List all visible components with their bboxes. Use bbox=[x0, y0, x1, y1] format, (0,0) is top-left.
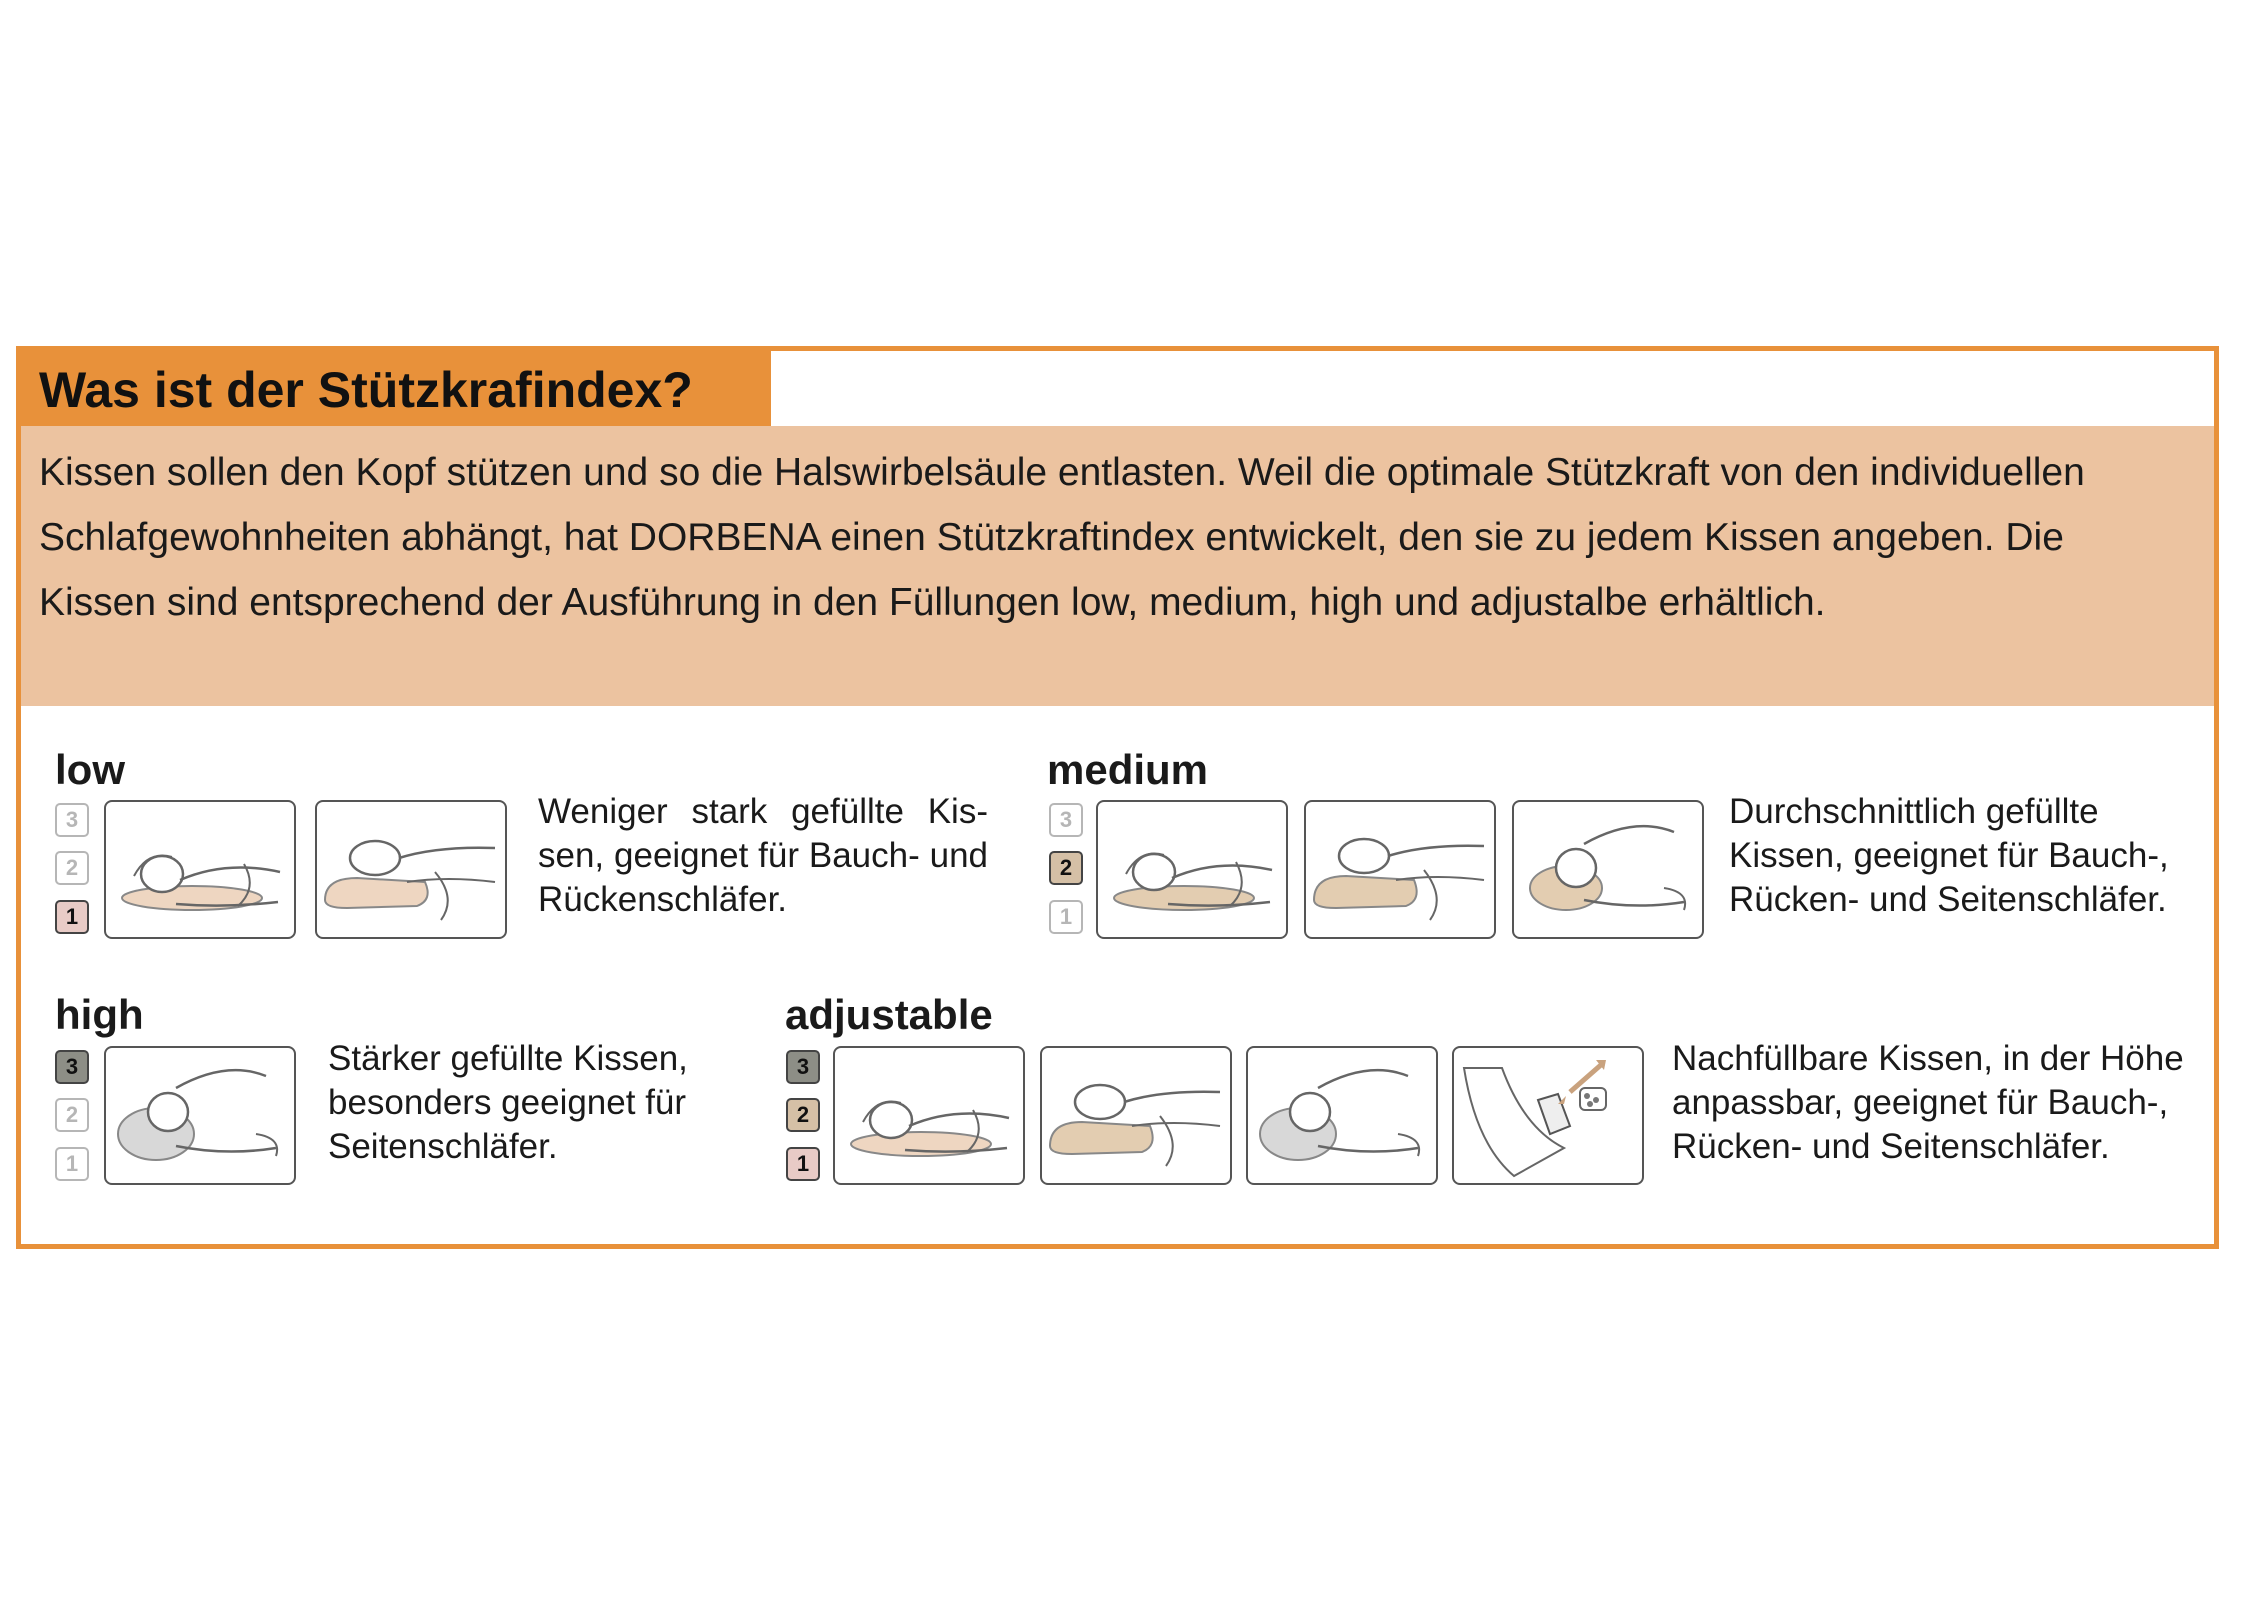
info-box bbox=[16, 346, 2219, 1249]
heading-adjustable: adjustable bbox=[785, 991, 993, 1038]
stomach-sleeper-icon bbox=[104, 800, 296, 939]
page-title: Was ist der Stützkrafindex? bbox=[39, 362, 693, 418]
stomach-sleeper-icon bbox=[833, 1046, 1025, 1185]
scale-level-1: 1 bbox=[55, 1147, 89, 1181]
heading-high: high bbox=[55, 991, 144, 1038]
intro-panel bbox=[21, 426, 2214, 706]
heading-low: low bbox=[55, 746, 125, 793]
side-sleeper-icon bbox=[1246, 1046, 1438, 1185]
back-sleeper-icon bbox=[315, 800, 507, 939]
scale-level-1-active: 1 bbox=[786, 1147, 820, 1181]
title-bar bbox=[21, 351, 771, 426]
description-adjustable: Nachfüllbare Kissen, in der Höhe anpassbar, geeignet für Bauch-, Rücken- und Seitenschläfer. bbox=[1672, 1039, 2184, 1166]
side-sleeper-icon bbox=[1512, 800, 1704, 939]
scale-level-3-active: 3 bbox=[786, 1050, 820, 1084]
scale-level-3-active: 3 bbox=[55, 1050, 89, 1084]
scale-level-1: 1 bbox=[1049, 900, 1083, 934]
side-sleeper-icon bbox=[104, 1046, 296, 1185]
scale-level-2-active: 2 bbox=[1049, 851, 1083, 885]
description-high: Stärker gefüllte Kissen, besonders geeignet für Seitenschläfer. bbox=[328, 1039, 688, 1166]
description-low: Weniger stark gefüllte Kis-sen, geeignet für Bauch- und Rückenschläfer. bbox=[538, 792, 988, 919]
scale-level-2: 2 bbox=[55, 1098, 89, 1132]
stomach-sleeper-icon bbox=[1096, 800, 1288, 939]
scale-level-1-active: 1 bbox=[55, 900, 89, 934]
intro-text: Kissen sollen den Kopf stützen und so die Halswirbelsäule entlasten. Weil die optimale Stützkraft von den individuellen Schlafgewohnheiten abhängt, hat DORBENA einen Stützkraftindex entwickelt, den sie zu jedem Kissen angeben. Die Kissen sind entsprechend der Ausführung in den Füllungen low, medium, high und adjustalbe erhältlich. bbox=[39, 451, 2085, 624]
scale-level-3: 3 bbox=[55, 803, 89, 837]
back-sleeper-icon bbox=[1040, 1046, 1232, 1185]
scale-level-2: 2 bbox=[55, 851, 89, 885]
scale-level-2-active: 2 bbox=[786, 1098, 820, 1132]
heading-medium: medium bbox=[1047, 746, 1209, 793]
scale-level-3: 3 bbox=[1049, 803, 1083, 837]
back-sleeper-icon bbox=[1304, 800, 1496, 939]
refill-pillow-icon bbox=[1452, 1046, 1644, 1185]
description-medium: Durchschnittlich gefüllte Kissen, geeignet für Bauch-, Rücken- und Seitenschläfer. bbox=[1729, 792, 2169, 919]
